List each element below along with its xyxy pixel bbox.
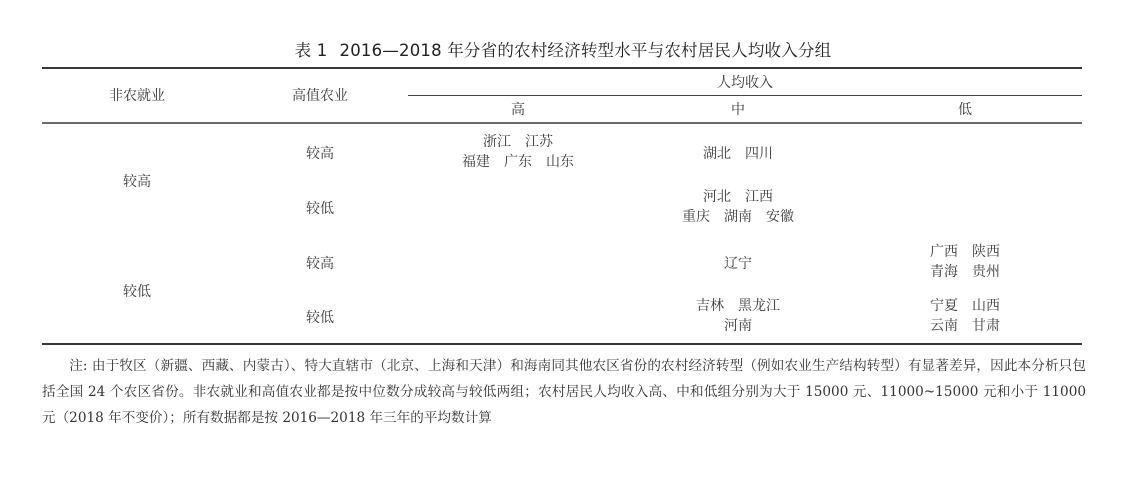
table-note xyxy=(42,353,1086,431)
header-income-low: 低 xyxy=(958,102,972,118)
province: 安徽 xyxy=(766,209,794,225)
header-high-value-agriculture: 高值农业 xyxy=(292,88,348,104)
province: 山西 xyxy=(972,298,1000,314)
province: 江西 xyxy=(745,189,773,205)
province: 云南 xyxy=(930,318,958,334)
province: 贵州 xyxy=(972,264,1000,280)
row2-income-mid xyxy=(628,187,848,227)
province: 江苏 xyxy=(525,134,553,150)
province: 山东 xyxy=(546,154,574,170)
province: 四川 xyxy=(745,146,773,162)
row1-high-value: 较高 xyxy=(306,146,334,162)
table-note-text: 注: 由于牧区（新疆、西藏、内蒙古）、特大直辖市（北京、上海和天津）和海南同其他农区省份的农村经济转型（例如农业生产结构转型）有显著差异，因此本分析只包括全国 24 个农区省份。非农就业和高值农业都是按中位数分成较高与较低两组；农村居民人均收入高、中和低组分别为大于 15000 元、11000~15000 元和小于 11000 元（2018 年不变价）；所有数据都是按 2016—2018 年三年的平均数计算 xyxy=(42,358,1086,426)
province: 陕西 xyxy=(972,244,1000,260)
province: 湖南 xyxy=(724,209,752,225)
province: 吉林 xyxy=(696,298,724,314)
province: 甘肃 xyxy=(972,318,1000,334)
province: 重庆 xyxy=(682,209,710,225)
province: 宁夏 xyxy=(930,298,958,314)
top-rule xyxy=(42,67,1082,69)
row1-income-high xyxy=(408,132,628,172)
province: 青海 xyxy=(930,264,958,280)
province: 福建 xyxy=(462,154,490,170)
header-bottom-rule xyxy=(42,122,1082,124)
bottom-rule xyxy=(42,343,1082,345)
row4-income-low xyxy=(848,296,1082,336)
header-per-capita-income: 人均收入 xyxy=(717,75,773,91)
header-income-high: 高 xyxy=(511,102,525,118)
row2-high-value: 较低 xyxy=(306,201,334,217)
table-label: 表 1 xyxy=(294,41,328,60)
province: 浙江 xyxy=(483,134,511,150)
province: 河北 xyxy=(703,189,731,205)
table-title-text: 2016—2018 年分省的农村经济转型水平与农村居民人均收入分组 xyxy=(339,41,832,60)
table-title xyxy=(0,37,1126,61)
row3-high-value: 较高 xyxy=(306,256,334,272)
row1-income-mid xyxy=(628,144,848,164)
nonfarm-group-low: 较低 xyxy=(123,284,151,300)
province: 广西 xyxy=(930,244,958,260)
header-nonfarm-employment: 非农就业 xyxy=(109,88,165,104)
province: 辽宁 xyxy=(724,256,752,272)
province: 广东 xyxy=(504,154,532,170)
province: 河南 xyxy=(724,318,752,334)
row3-income-mid xyxy=(628,254,848,274)
group-header-rule xyxy=(408,95,1082,96)
header-income-mid: 中 xyxy=(731,102,745,118)
row4-income-mid xyxy=(628,296,848,336)
province: 黑龙江 xyxy=(738,298,780,314)
nonfarm-group-high: 较高 xyxy=(123,174,151,190)
row3-income-low xyxy=(848,242,1082,282)
province: 湖北 xyxy=(703,146,731,162)
row4-high-value: 较低 xyxy=(306,310,334,326)
